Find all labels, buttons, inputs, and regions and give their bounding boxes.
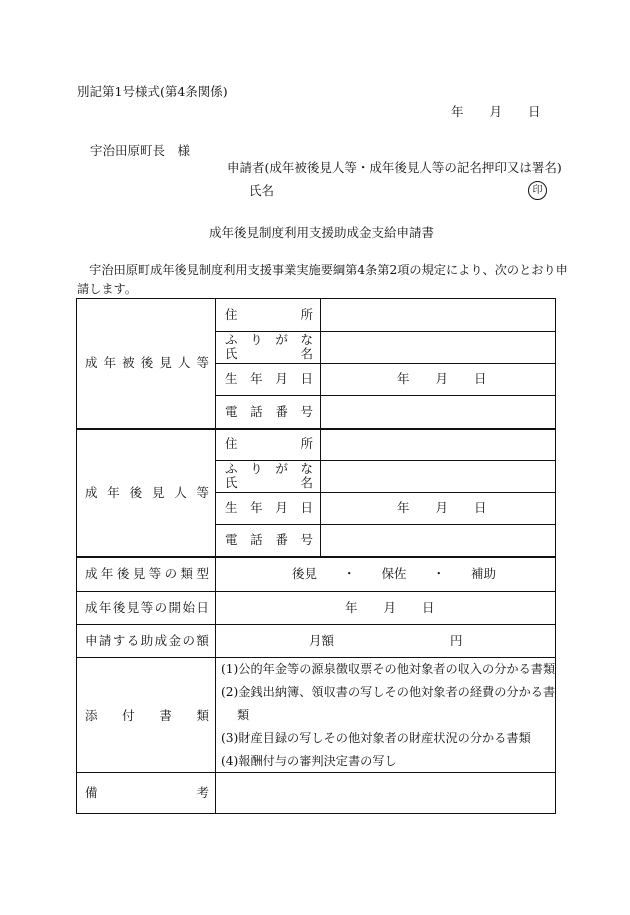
date-year: 年 (451, 104, 464, 119)
type-label: 成 年 後 見 等 の 類 型 (85, 566, 209, 581)
attachment-item-1: (1)公的年金等の源泉徴収票その他対象者の収入の分かる書類 (221, 662, 556, 676)
type-options: 後見 ・ 保佐 ・ 補助 (292, 566, 497, 581)
guardian-furigana-label: ふ り が な (225, 461, 313, 476)
type-option-kouken[interactable]: 後見 (292, 566, 318, 581)
date-day: 日 (528, 104, 541, 119)
guardian-birthdate-value: 年 月 日 (397, 500, 487, 515)
ward-phone-label: 電 話 番 号 (225, 404, 313, 419)
attachments-label: 添 付 書 類 (85, 708, 209, 723)
amount-label: 申 請 す る 助 成 金 の 額 (85, 633, 209, 648)
application-table (76, 298, 556, 814)
ward-birthdate-label: 生 年 月 日 (225, 371, 313, 386)
guardian-name-label: 氏 名 (225, 475, 313, 490)
row-line (77, 591, 555, 592)
ward-furigana-label: ふ り が な (225, 332, 313, 347)
row-line (215, 363, 555, 364)
intro-line-2: 請します。 (77, 282, 137, 296)
ward-section-label: 成 年 被 後 見 人 等 (85, 355, 209, 370)
applicant-label: 申請者(成年被後見人等・成年後見人等の記名押印又は署名) (227, 160, 562, 175)
seal-mark: 印 (528, 181, 547, 200)
amount-value: 月額 円 (309, 633, 463, 648)
guardian-address-label: 住 所 (225, 436, 313, 451)
document-title: 成年後見制度利用支援助成金支給申請書 (209, 225, 435, 240)
row-line (77, 624, 555, 625)
start-date-value: 年 月 日 (345, 600, 435, 615)
row-line (77, 772, 555, 773)
ward-name-label: 氏 名 (225, 346, 313, 361)
ward-birthdate-value: 年 月 日 (397, 371, 487, 386)
remarks-label: 備 考 (85, 785, 209, 800)
row-line (215, 492, 555, 493)
header-date (451, 104, 541, 120)
form-label: 別記第1号様式(第4条関係) (77, 84, 228, 99)
intro-line-1: 宇治田原町成年後見制度利用支援事業実施要綱第4条第2項の規定により、次のとおり申 (77, 263, 568, 277)
applicant-name-label: 氏名 (249, 183, 275, 198)
guardian-birthdate-label: 生 年 月 日 (225, 500, 313, 515)
attachment-item-2: (2)金銭出納簿、領収書の写しその他対象者の経費の分かる書 (221, 685, 556, 699)
guardian-phone-label: 電 話 番 号 (225, 532, 313, 547)
start-date-label: 成 年 後 見 等 の 開 始 日 (85, 600, 209, 615)
type-option-hosa[interactable]: 保佐 (381, 566, 407, 581)
row-line (215, 395, 555, 396)
attachment-item-2-cont: 類 (237, 708, 250, 722)
section-line (77, 556, 555, 558)
type-option-hojo[interactable]: 補助 (471, 566, 497, 581)
section-line (77, 428, 555, 430)
guardian-section-label: 成 年 後 見 人 等 (85, 485, 209, 500)
addressee: 宇治田原町長 様 (90, 143, 191, 158)
row-line (77, 657, 555, 658)
ward-address-label: 住 所 (225, 307, 313, 322)
row-line (215, 524, 555, 525)
attachment-item-3: (3)財産目録の写しその他対象者の財産状況の分かる書類 (221, 731, 531, 745)
date-month: 月 (489, 104, 503, 119)
attachment-item-4: (4)報酬付与の審判決定書の写し (221, 754, 397, 768)
